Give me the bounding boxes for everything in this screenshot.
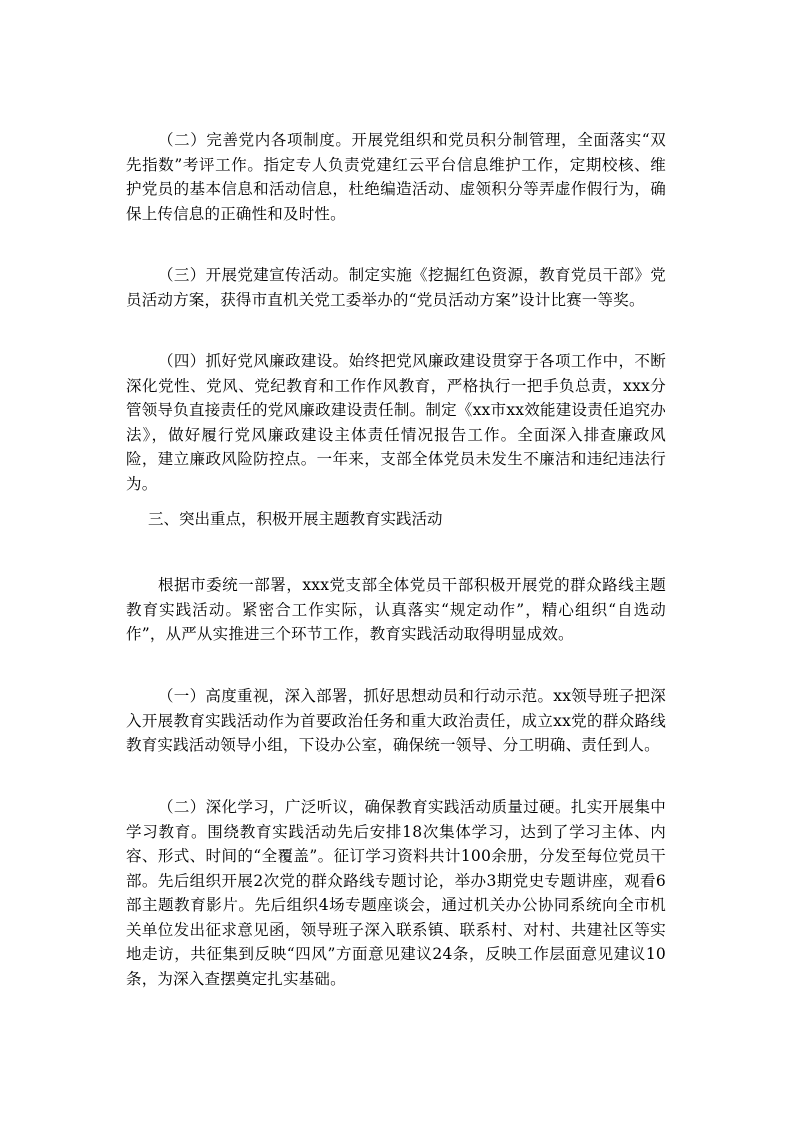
section-heading: 三、突出重点，积极开展主题教育实践活动 [148, 510, 443, 528]
paragraph-party-publicity: （三）开展党建宣传活动。制定实施《挖掘红色资源，教育党员干部》党员活动方案，获得市直机关党工委举办的“党员活动方案”设计比赛一等奖。 [126, 266, 666, 309]
paragraph-mass-line-intro: 根据市委统一部署，xxx党支部全体党员干部积极开展党的群众路线主题教育实践活动。紧密合工作实际，认真落实“规定动作”，精心组织“自选动作”，从严从实推进三个环节工作，教育实践活动取得明显成效。 [126, 576, 666, 643]
paragraph-deployment: （一）高度重视，深入部署，抓好思想动员和行动示范。xx领导班子把深入开展教育实践活动作为首要政治任务和重大政治责任，成立xx党的群众路线教育实践活动领导小组，下设办公室，确保统一领导、分工明确、责任到人。 [126, 687, 666, 754]
paragraph-study: （二）深化学习，广泛听议，确保教育实践活动质量过硬。扎实开展集中学习教育。围绕教育实践活动先后安排18次集体学习，达到了学习主体、内容、形式、时间的“全覆盖”。征订学习资料共计100余册，分发至每位党员干部。先后组织开展2次党的群众路线专题讨论，举办3期党史专题讲座，观看6部主题教育影片。先后组织4场专题座谈会，通过机关办公协同系统向全市机关单位发出征求意见函，领导班子深入联系镇、联系村、对村、共建社区等实地走访，共征集到反映“四风”方面意见建议24条，反映工作层面意见建议10条，为深入查摆奠定扎实基础。 [126, 798, 666, 988]
paragraph-party-system: （二）完善党内各项制度。开展党组织和党员积分制管理，全面落实“双先指数”考评工作。指定专人负责党建红云平台信息维护工作，定期校核、维护党员的基本信息和活动信息，杜绝编造活动、虚领积分等弄虚作假行为，确保上传信息的正确性和及时性。 [126, 131, 666, 223]
paragraph-integrity-building: （四）抓好党风廉政建设。始终把党风廉政建设贯穿于各项工作中，不断深化党性、党风、党纪教育和工作作风教育，严格执行一把手负总责，xxx分管领导负直接责任的党风廉政建设责任制。制定《xx市xx效能建设责任追究办法》，做好履行党风廉政建设主体责任情况报告工作。全面深入排查廉政风险，建立廉政风险防控点。一年来，支部全体党员未发生不廉洁和违纪违法行为。 [126, 352, 666, 493]
